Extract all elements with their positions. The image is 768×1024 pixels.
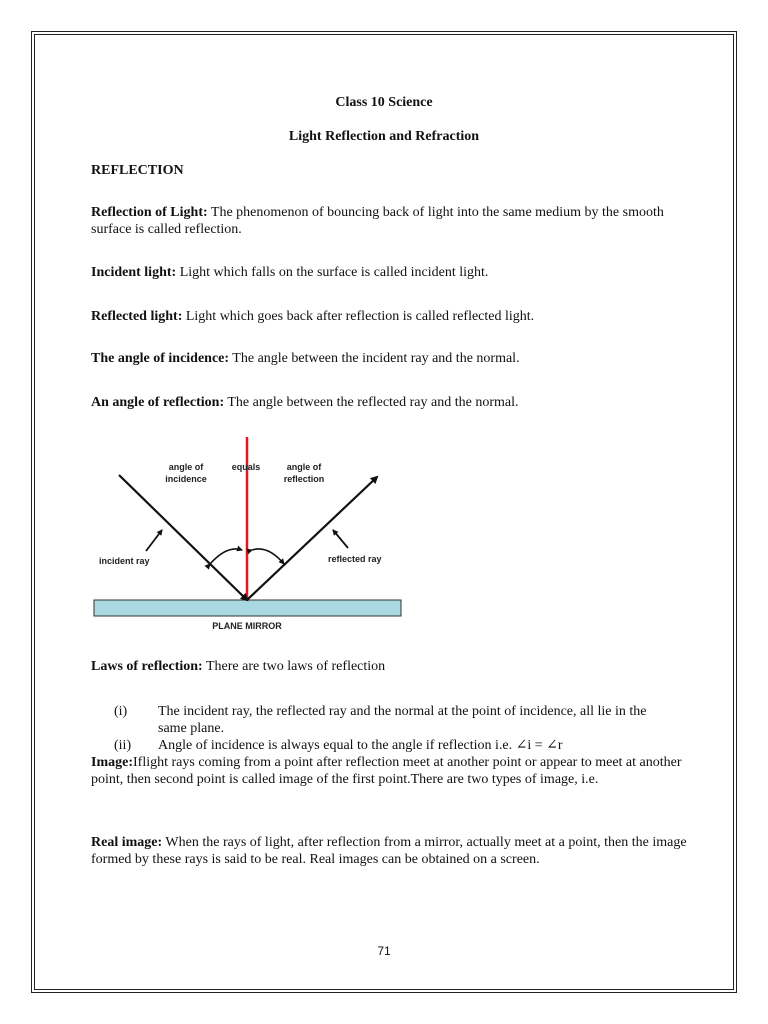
real-image-text: When the rays of light, after reflection from a mirror, actually meet at a point, then the image formed by these rays is said to be real. Real images can be obtained on a screen.: [91, 835, 687, 867]
reflection-angle-arc: [252, 549, 284, 564]
section-title: REFLECTION: [91, 163, 184, 178]
real-image-term: Real image:: [91, 835, 163, 850]
reflected-text: Light which goes back after reflection is called reflected light.: [185, 309, 535, 324]
law-text: The incident ray, the reflected ray and the normal at the point of incidence, all lie in the same plane.: [158, 704, 647, 736]
plane-mirror: [94, 600, 401, 616]
reflection-text: The phenomenon of bouncing back of light into the same medium by the smooth surface is called reflection.: [91, 205, 664, 237]
incident-ray-label: incident ray: [99, 556, 150, 566]
reflected-term: Reflected light:: [91, 309, 183, 324]
page-number: 71: [377, 944, 391, 958]
image-definition: [91, 754, 691, 788]
plane-mirror-label: PLANE MIRROR: [212, 621, 282, 631]
class-title: Class 10 Science: [335, 95, 433, 110]
law-number: (i): [114, 704, 128, 719]
incident-ray-line: [119, 475, 247, 600]
incidence-angle-text: The angle between the incident ray and the normal.: [232, 351, 520, 366]
reflected-ray-pointer: [333, 530, 348, 548]
angle-incidence-definition: [91, 350, 691, 367]
laws-term: Laws of reflection:: [91, 659, 203, 674]
incidence-angle-term: The angle of incidence:: [91, 351, 230, 366]
incident-ray-pointer: [146, 530, 162, 551]
reflection-angle-term: An angle of reflection:: [91, 395, 225, 410]
law-number: (ii): [114, 738, 132, 753]
incident-text: Light which falls on the surface is called incident light.: [179, 265, 489, 280]
angle-reflection-label-1: angle of: [286, 462, 322, 472]
reflected-ray-line: [247, 477, 377, 600]
reflection-diagram: [90, 433, 410, 638]
reflected-ray-label: reflected ray: [328, 554, 382, 564]
laws-intro: There are two laws of reflection: [205, 659, 386, 674]
reflected-light-definition: [91, 308, 691, 325]
equals-label: equals: [231, 462, 261, 472]
reflection-term: Reflection of Light:: [91, 205, 208, 220]
reflection-angle-text: The angle between the reflected ray and the normal.: [227, 395, 519, 410]
angle-incidence-label-1: angle of: [168, 462, 204, 472]
real-image-definition: [91, 834, 691, 868]
incidence-angle-arc: [210, 549, 242, 564]
incident-term: Incident light:: [91, 265, 177, 280]
chapter-title: Light Reflection and Refraction: [288, 129, 480, 144]
angle-reflection-definition: [91, 394, 691, 411]
incident-light-definition: [91, 264, 691, 281]
law-text: Angle of incidence is always equal to the angle if reflection i.e. ∠i = ∠r: [158, 738, 563, 753]
image-term: Image:: [91, 755, 133, 770]
laws-of-reflection: [91, 658, 691, 675]
angle-incidence-label-2: incidence: [165, 474, 207, 484]
angle-reflection-label-2: reflection: [283, 474, 325, 484]
image-text: Iflight rays coming from a point after reflection meet at another point or appear to meet at another point, then second point is called image of the first point.There are two types of image, i.e.: [91, 755, 682, 787]
reflection-definition: [91, 204, 691, 238]
